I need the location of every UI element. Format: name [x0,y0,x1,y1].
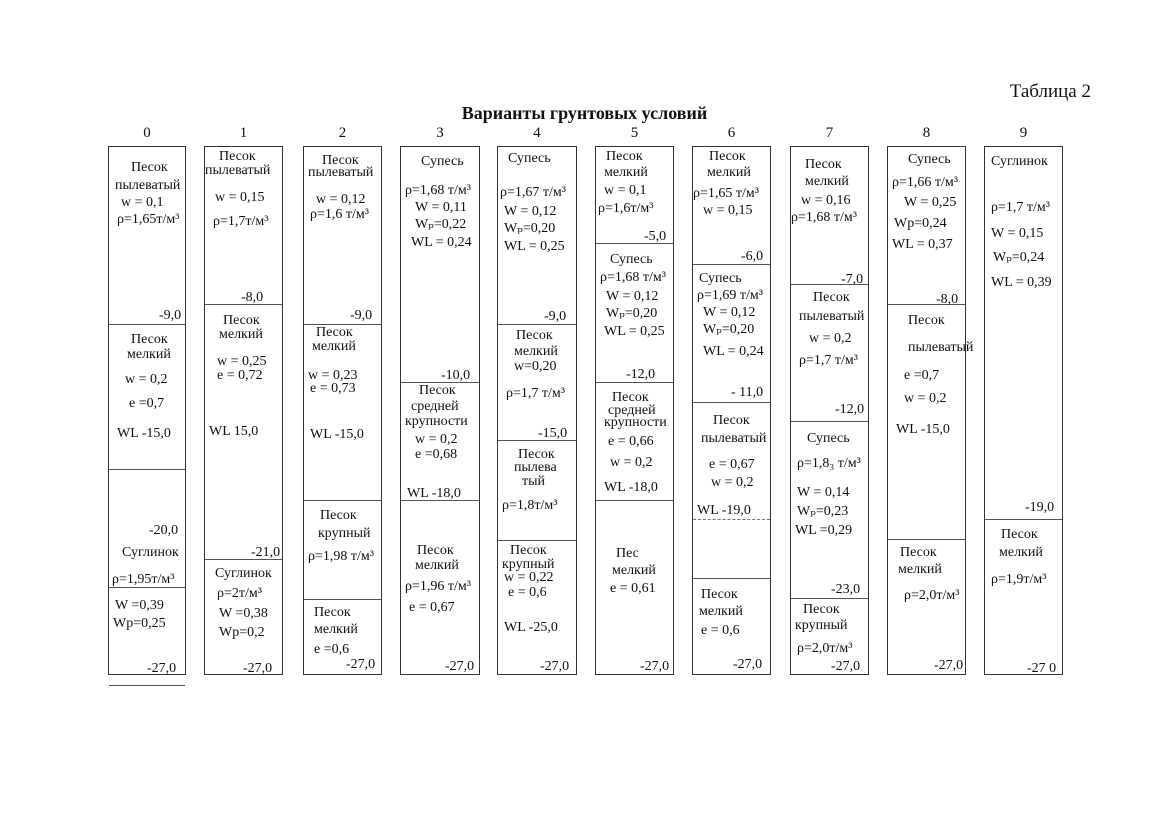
soil-label: мелкий [612,563,656,578]
soil-label: е =0,68 [415,447,458,462]
soil-label: WL -15,0 [310,427,364,442]
variant-number: 5 [630,125,639,141]
soil-label: пылева [514,460,557,475]
soil-label: пылеватый [115,178,181,193]
soil-label: Wₚ=0,20 [703,322,755,337]
soil-label: -20,0 [149,523,179,538]
soil-label: w = 0,12 [316,192,366,207]
soil-label: Песок [701,587,738,602]
soil-label: крупный [502,557,555,572]
soil-label: WL = 0,25 [504,239,565,254]
soil-label: ρ=1,7 т/м³ [506,386,565,401]
soil-label: Супесь [807,431,850,446]
soil-label: W =0,39 [115,598,164,613]
soil-label: -27,0 [640,659,670,674]
layer-boundary [109,469,185,470]
soil-label: Wₚ=0,20 [504,221,556,236]
soil-label: е = 0,67 [409,600,455,615]
soil-label: ρ=2,0т/м³ [797,641,853,656]
soil-label: Песок [322,153,359,168]
soil-label: -8,0 [241,290,264,305]
layer-boundary [791,598,868,599]
soil-label: Песок [320,508,357,523]
soil-label: W = 0,12 [606,289,659,304]
soil-column-3 [400,146,480,675]
soil-label: -23,0 [831,582,861,597]
soil-label: -27 0 [1027,661,1057,676]
soil-label: W = 0,25 [904,195,957,210]
layer-boundary [304,500,381,501]
soil-label: WL -15,0 [117,426,171,441]
soil-label: крупности [405,414,468,429]
soil-label: WL = 0,25 [604,324,665,339]
soil-label: Песок [803,602,840,617]
soil-label: мелкий [312,339,356,354]
soil-label: пылеватый [908,340,974,355]
soil-label: -10,0 [441,368,471,383]
soil-label: Супесь [699,271,742,286]
variant-number: 4 [533,125,541,141]
soil-label: Песок [709,149,746,164]
soil-label: мелкий [219,327,263,342]
soil-label: Песок [518,447,555,462]
soil-label: ρ=1,68 т/м³ [791,210,857,225]
soil-label: мелкий [314,622,358,637]
variant-number: 0 [143,125,151,141]
variant-number: 7 [825,125,834,141]
soil-label: ρ=1,69 т/м³ [697,288,763,303]
soil-label: w = 0,2 [125,372,168,387]
soil-label: мелкий [805,174,849,189]
soil-column-0 [108,146,186,675]
soil-label: мелкий [604,165,648,180]
variant-number: 1 [239,125,248,141]
soil-label: Суглинок [122,545,179,560]
soil-label: Песок [314,605,351,620]
layer-boundary [985,519,1062,520]
variant-number: 6 [727,125,736,141]
soil-label: мелкий [999,545,1043,560]
soil-label: Песок [510,543,547,558]
soil-label: Wр=0,25 [113,616,166,631]
soil-label: мелкий [707,165,751,180]
soil-label: е = 0,6 [508,585,547,600]
layer-boundary [888,539,965,540]
soil-label: ρ=1,67 т/м³ [500,185,566,200]
table-title: Варианты грунтовых условий [461,103,708,123]
soil-label: Супесь [421,154,464,169]
soil-label: средней [411,399,459,414]
soil-label: Песок [419,383,456,398]
table-number: Таблица 2 [1009,81,1091,102]
soil-label: мелкий [514,344,558,359]
layer-boundary [498,324,576,325]
soil-label: Песок [908,313,945,328]
soil-label: Суглинок [991,154,1048,169]
soil-label: средней [608,403,656,418]
soil-label: ρ=1,98 т/м³ [308,549,374,564]
soil-label: w = 0,2 [711,475,754,490]
soil-label: Песок [316,325,353,340]
variant-number: 3 [436,125,444,141]
soil-label: Супесь [908,152,951,167]
variant-number: 9 [1019,125,1028,141]
soil-column-9 [984,146,1063,675]
soil-column-4 [497,146,577,675]
soil-label: Песок [813,290,850,305]
soil-label: Песок [219,149,256,164]
soil-label: -27,0 [733,657,763,672]
soil-label: ρ=1,7 т/м³ [991,200,1050,215]
soil-label: Суглинок [215,566,272,581]
soil-label: пылеватый [799,309,865,324]
soil-label: ρ=1,7 т/м³ [799,353,858,368]
layer-boundary [596,382,673,383]
soil-label: Супесь [610,252,653,267]
soil-label: пылеватый [205,163,271,178]
soil-label: е = 0,67 [709,457,755,472]
soil-label: W = 0,14 [797,485,850,500]
soil-label: W = 0,15 [991,226,1044,241]
soil-label: -27,0 [934,658,964,673]
soil-label: ρ=1,65 т/м³ [693,186,759,201]
soil-label: мелкий [898,562,942,577]
soil-label: WL = 0,39 [991,275,1052,290]
soil-column-7 [790,146,869,675]
soil-label: - 11,0 [731,385,764,400]
soil-label: -21,0 [251,545,281,560]
soil-label: мелкий [415,558,459,573]
soil-label: пылеватый [701,431,767,446]
soil-label: Песок [417,543,454,558]
soil-label: -27,0 [346,657,376,672]
soil-label: WL = 0,24 [703,344,764,359]
soil-label: е =0,7 [129,396,165,411]
soil-label: w = 0,25 [217,354,267,369]
soil-label: w = 0,16 [801,193,851,208]
soil-label: е =0,7 [904,368,940,383]
layer-boundary [596,500,673,501]
soil-label: -27,0 [445,659,475,674]
soil-label: WL 15,0 [209,424,259,439]
soil-label: Wₚ=0,23 [797,504,849,519]
soil-label: Песок [606,149,643,164]
soil-label: пылеватый [308,165,374,180]
soil-label: ρ=1,66 т/м³ [892,175,958,190]
soil-label: Песок [612,390,649,405]
soil-label: W = 0,12 [703,305,756,320]
soil-label: мелкий [699,604,743,619]
soil-column-5 [595,146,674,675]
soil-label: Wр=0,24 [894,216,947,231]
layer-boundary [498,540,576,541]
soil-label: w = 0,15 [703,203,753,218]
soil-label: w = 0,2 [809,331,852,346]
soil-column-8 [887,146,974,675]
soil-label: W = 0,12 [504,204,557,219]
soil-label: -9,0 [544,309,567,324]
soil-label: w = 0,1 [121,195,164,210]
soil-label: Пес [616,546,639,561]
soil-label: -6,0 [741,249,764,264]
soil-label: е = 0,72 [217,368,263,383]
soil-label: -27,0 [831,659,861,674]
soil-label: -9,0 [159,308,182,323]
soil-label: WL =0,29 [795,523,853,538]
soil-label: w = 0,2 [610,455,653,470]
layer-boundary [109,685,185,686]
soil-label: W = 0,11 [415,200,467,215]
soil-label: WL = 0,37 [892,237,953,252]
soil-label: -8,0 [936,292,959,307]
soil-label: ρ=1,65т/м³ [117,212,180,227]
soil-label: ρ=2т/м³ [217,586,262,601]
soil-label: w = 0,1 [604,183,647,198]
soil-label: Песок [223,313,260,328]
soil-column-2 [303,146,382,675]
soil-label: w = 0,15 [215,190,265,205]
variant-number: 8 [922,125,931,141]
soil-label: крупный [795,618,848,633]
soil-label: Песок [131,332,168,347]
soil-label: -12,0 [835,402,865,417]
soil-label: w=0,20 [514,359,557,374]
soil-label: W =0,38 [219,606,268,621]
soil-label: w = 0,22 [504,570,554,585]
soil-label: е =0,6 [314,642,350,657]
soil-label: Wₚ=0,24 [993,250,1045,265]
soil-label: ρ=1,9т/м³ [991,572,1047,587]
soil-label: w = 0,23 [308,368,358,383]
soil-label: мелкий [127,347,171,362]
soil-label: е = 0,61 [610,581,656,596]
soil-label: Супесь [508,151,551,166]
layer-boundary [693,264,770,265]
layer-boundary [693,402,770,403]
soil-label: крупный [318,526,371,541]
soil-label: Wр=0,2 [219,625,265,640]
soil-column-6 [692,146,771,675]
soil-label: Песок [516,328,553,343]
soil-label: ρ=2,0т/м³ [904,588,960,603]
soil-label: ρ=1,8₃ т/м³ [797,456,861,471]
soil-label: -12,0 [626,367,656,382]
soil-label: Wₚ=0,20 [606,306,658,321]
soil-label: ρ=1,95т/м³ [112,572,175,587]
layer-boundary [109,587,185,588]
soil-label: -9,0 [350,308,373,323]
soil-label: крупности [604,415,667,430]
soil-label: Wₚ=0,22 [415,217,467,232]
soil-label: ρ=1,6т/м³ [598,201,654,216]
soil-label: Песок [1001,527,1038,542]
soil-label: -5,0 [644,229,667,244]
variant-number: 2 [338,125,347,141]
soil-label: е = 0,73 [310,381,356,396]
soil-label: -27,0 [540,659,570,674]
soil-label: -15,0 [538,426,568,441]
soil-label: WL -18,0 [407,486,461,501]
soil-label: ρ=1,68 т/м³ [600,270,666,285]
soil-label: -27,0 [243,661,273,676]
soil-column-1 [204,146,283,675]
soil-label: е = 0,6 [701,623,740,638]
soil-label: е = 0,66 [608,434,654,449]
soil-label: -7,0 [841,272,864,287]
soil-label: тый [522,474,546,489]
soil-label: WL -18,0 [604,480,658,495]
soil-label: -27,0 [147,661,177,676]
soil-label: ρ=1,7т/м³ [213,214,269,229]
soil-label: ρ=1,6 т/м³ [310,207,369,222]
layer-boundary [304,599,381,600]
layer-boundary [693,578,770,579]
soil-label: ρ=1,8т/м³ [502,498,558,513]
layer-boundary [109,324,185,325]
soil-label: WL -25,0 [504,620,558,635]
soil-label: ρ=1,68 т/м³ [405,183,471,198]
soil-label: WL -15,0 [896,422,950,437]
soil-label: w = 0,2 [904,391,947,406]
soil-label: WL -19,0 [697,503,751,518]
layer-boundary [791,421,868,422]
soil-label: ρ=1,96 т/м³ [405,579,471,594]
soil-label: w = 0,2 [415,432,458,447]
soil-label: -19,0 [1025,500,1055,515]
soil-label: Песок [131,160,168,175]
soil-label: Песок [805,157,842,172]
soil-label: Песок [713,413,750,428]
soil-label: WL = 0,24 [411,235,472,250]
water-level-line [693,519,770,520]
soil-label: Песок [900,545,937,560]
